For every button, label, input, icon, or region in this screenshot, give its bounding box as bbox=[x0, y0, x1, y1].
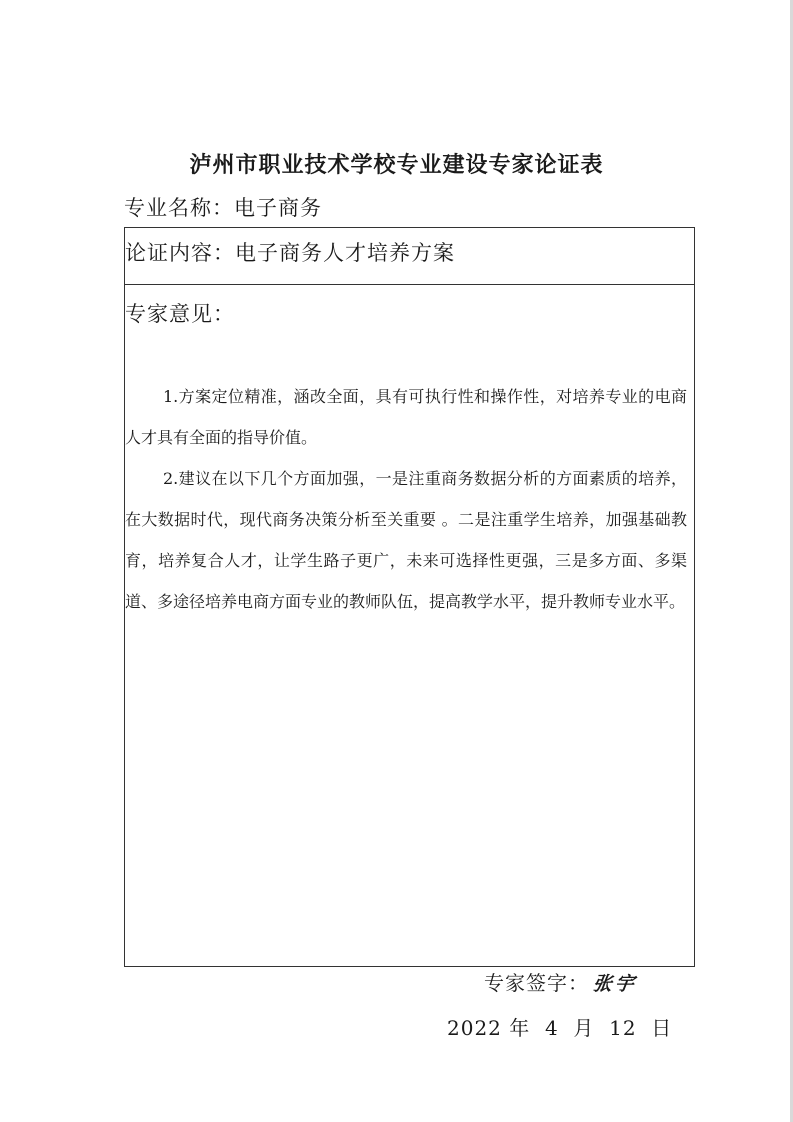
major-name-line: 专业名称：电子商务 bbox=[124, 196, 322, 220]
content-row bbox=[125, 228, 694, 285]
document-title: 泸州市职业技术学校专业建设专家论证表 bbox=[189, 152, 604, 178]
date-line: 2022 年 4 月 12 日 bbox=[447, 1016, 673, 1040]
content-line: 论证内容：电子商务人才培养方案 bbox=[125, 241, 455, 265]
opinion-paragraph-1: 1.方案定位精准，涵改全面，具有可执行性和操作性，对培养专业的电商人才具有全面的指导价值。 bbox=[125, 387, 687, 447]
handwritten-signature: 张宇 bbox=[591, 973, 639, 995]
signature-label: 专家签字： bbox=[484, 971, 589, 995]
opinion-label: 专家意见： bbox=[125, 302, 235, 326]
signature-line bbox=[484, 967, 637, 996]
evaluation-form-table bbox=[124, 227, 695, 967]
opinion-paragraph-2: 2.建议在以下几个方面加强，一是注重商务数据分析的方面素质的培养，在大数据时代，现代商务决策分析至关重要 。二是注重学生培养，加强基础教育，培养复合人才，让学生路子更广，未来可选择性更强，三是多方面、多渠道、多途径培养电商方面专业的教师队伍，提高教学水平，提升教师专业水平。 bbox=[125, 469, 687, 611]
opinion-body bbox=[125, 376, 687, 622]
